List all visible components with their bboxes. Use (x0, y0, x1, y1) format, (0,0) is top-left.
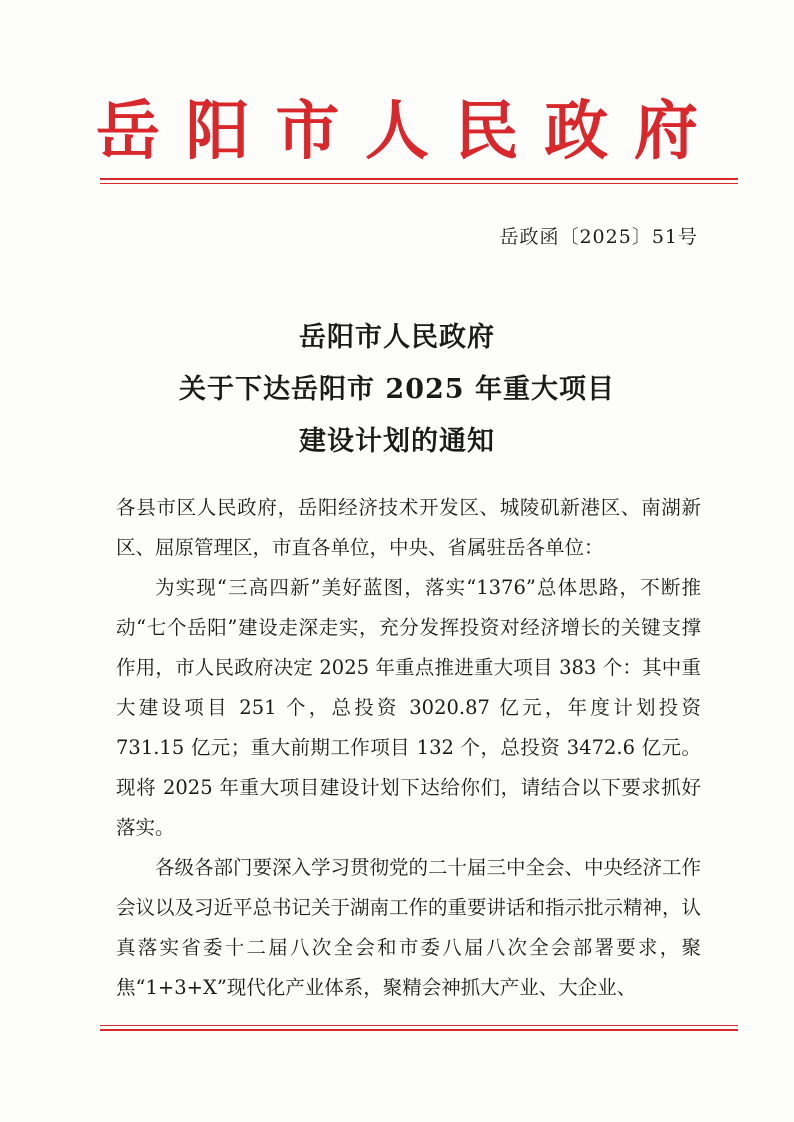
footer-rule-thick (100, 1029, 738, 1031)
masthead-char: 岳 (96, 94, 160, 169)
document-body (116, 488, 701, 1008)
masthead (96, 95, 698, 169)
masthead-rule-thick (100, 178, 738, 180)
footer-rule-thin (100, 1025, 738, 1026)
masthead-char: 政 (544, 94, 609, 169)
title-line-2: 关于下达岳阳市 2025 年重大项目 (179, 374, 615, 405)
title-line-3: 建设计划的通知 (299, 426, 495, 457)
masthead-char: 民 (454, 94, 519, 169)
masthead-char: 府 (633, 94, 698, 169)
paragraph: 为实现“三高四新”美好蓝图，落实“1376”总体思路，不断推动“七个岳阳”建设走深走实，充分发挥投资对经济增长的关键支撑作用，市人民政府决定 2025 年重点推进重大项目 383 个：其中重大建设项目 251 个，总投资 3020.87 亿元，年度计划投资 731.15 亿元；重大前期工作项目 132 个，总投资 3472.6 亿元。现将 2025 年重大项目建设计划下达给你们，请结合以下要求抓好落实。 (116, 576, 701, 839)
masthead-rule-thin (100, 183, 738, 184)
salutation: 各县市区人民政府，岳阳经济技术开发区、城陵矶新港区、南湖新区、屈原管理区，市直各单位，中央、省属驻岳各单位： (116, 496, 701, 559)
masthead-char: 人 (364, 94, 429, 169)
document-title (96, 312, 698, 468)
document-number: 岳政函〔2025〕51号 (499, 226, 698, 248)
paragraph: 各级各部门要深入学习贯彻党的二十届三中全会、中央经济工作会议以及习近平总书记关于湖南工作的重要讲话和指示批示精神，认真落实省委十二届八次全会和市委八届八次全会部署要求，聚焦“1+3+X”现代化产业体系，聚精会神抓大产业、大企业、 (116, 856, 702, 999)
title-line-1: 岳阳市人民政府 (299, 322, 495, 353)
masthead-char: 阳 (185, 94, 250, 169)
masthead-char: 市 (275, 94, 340, 169)
